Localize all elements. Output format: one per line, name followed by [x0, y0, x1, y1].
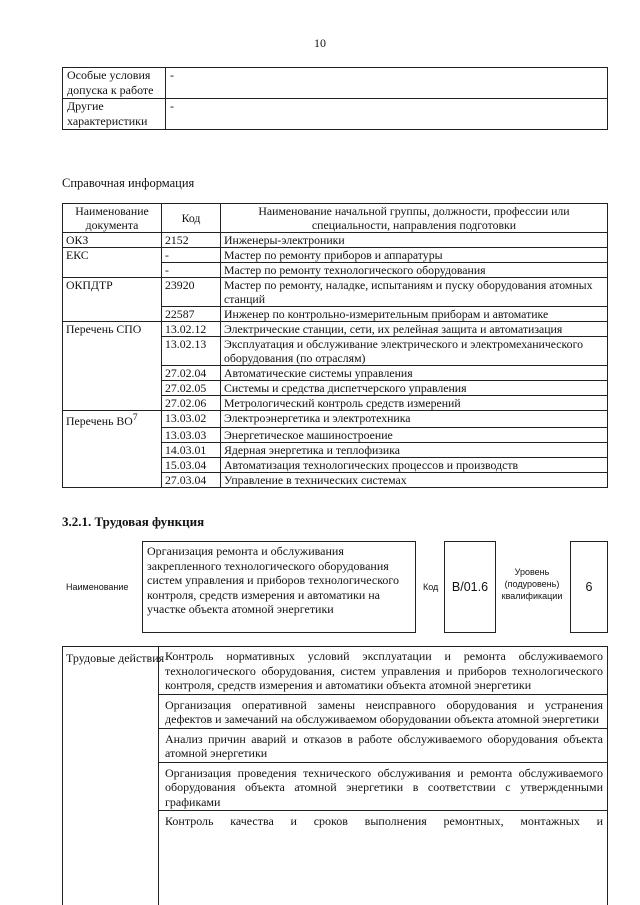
function-code-label: Код: [423, 582, 439, 592]
code-cell: 27.02.04: [162, 366, 221, 381]
code-cell: 27.03.04: [162, 473, 221, 488]
name-cell: Ядерная энергетика и теплофизика: [221, 443, 608, 458]
name-cell: Метрологический контроль средств измерений: [221, 396, 608, 411]
table-row: [63, 458, 608, 473]
code-cell: 23920: [162, 278, 221, 307]
condition-value: -: [166, 68, 608, 99]
name-cell: Инженеры-электроники: [221, 233, 608, 248]
doc-cell: [63, 428, 162, 443]
actions-right-border: [607, 646, 608, 905]
conditions-table: [62, 67, 608, 130]
doc-cell: [63, 337, 162, 366]
doc-cell: Перечень СПО: [63, 322, 162, 337]
name-cell: Системы и средства диспетчерского управления: [221, 381, 608, 396]
function-name-box: Организация ремонта и обслуживания закрепленного технологического оборудования систем управления и приборов технологического контроля, средств измерения и автоматики на участке объекта атомной энергетики: [142, 541, 416, 633]
table-row: [63, 233, 608, 248]
function-code-box: B/01.6: [444, 541, 496, 633]
name-cell: Энергетическое машиностроение: [221, 428, 608, 443]
code-cell: -: [162, 263, 221, 278]
table-row: [63, 366, 608, 381]
name-cell: Автоматические системы управления: [221, 366, 608, 381]
list-item: Организация оперативной замены неисправного оборудования и устранения дефектов и замечаний на обслуживаемом оборудовании объекта атомной энергетики: [159, 695, 607, 729]
condition-label: Особые условия допуска к работе: [63, 68, 166, 99]
actions-left-border: [62, 646, 63, 905]
condition-label: Другие характеристики: [63, 99, 166, 130]
name-cell: Электроэнергетика и электротехника: [221, 411, 608, 428]
doc-label: Перечень ВО: [66, 413, 133, 428]
doc-cell: [63, 307, 162, 322]
code-cell: 2152: [162, 233, 221, 248]
code-cell: 13.02.13: [162, 337, 221, 366]
table-row: [63, 307, 608, 322]
table-row: [63, 337, 608, 366]
code-cell: 22587: [162, 307, 221, 322]
name-cell: Автоматизация технологических процессов и производств: [221, 458, 608, 473]
name-cell: Инженер по контрольно-измерительным приборам и автоматике: [221, 307, 608, 322]
doc-cell: [63, 443, 162, 458]
footnote-ref: 7: [132, 412, 138, 423]
table-row: [63, 99, 608, 130]
table-row: [63, 68, 608, 99]
table-row: [63, 278, 608, 307]
header-code: Код: [162, 204, 221, 233]
code-cell: 27.02.05: [162, 381, 221, 396]
labor-actions-list: [159, 646, 607, 830]
doc-cell: [63, 411, 162, 428]
doc-cell: ОКЗ: [63, 233, 162, 248]
doc-cell: [63, 366, 162, 381]
list-item: Контроль качества и сроков выполнения ремонтных, монтажных и: [165, 814, 603, 828]
table-row: [63, 248, 608, 263]
code-cell: 27.02.06: [162, 396, 221, 411]
name-cell: Управление в технических системах: [221, 473, 608, 488]
name-cell: Мастер по ремонту технологического оборудования: [221, 263, 608, 278]
list-item: Контроль нормативных условий эксплуатации и ремонта обслуживаемого технологического оборудования, систем управления и приборов технологического контроля, средств измерения и автоматики объекта атомной энергетики: [159, 646, 607, 695]
code-cell: 14.03.01: [162, 443, 221, 458]
function-name-label: Наименование: [66, 582, 129, 592]
code-cell: 13.03.02: [162, 411, 221, 428]
list-item: Анализ причин аварий и отказов в работе обслуживаемого оборудования объекта атомной энергетики: [159, 729, 607, 763]
code-cell: 13.02.12: [162, 322, 221, 337]
header-name: Наименование начальной группы, должности, профессии или специальности, направления подготовки: [221, 204, 608, 233]
table-row: [63, 428, 608, 443]
list-item: Организация проведения технического обслуживания и ремонта обслуживаемого оборудования объекта атомной энергетики в соответствии с утвержденными графиками: [159, 763, 607, 812]
name-cell: Эксплуатация и обслуживание электрического и электромеханического оборудования (по отраслям): [221, 337, 608, 366]
table-header-row: [63, 204, 608, 233]
table-row: [63, 473, 608, 488]
doc-cell: [63, 473, 162, 488]
table-row: [63, 443, 608, 458]
code-cell: -: [162, 248, 221, 263]
name-cell: Электрические станции, сети, их релейная защита и автоматизация: [221, 322, 608, 337]
qualification-level-label: Уровень (подуровень) квалификации: [501, 567, 563, 601]
section-title: 3.2.1. Трудовая функция: [62, 514, 205, 529]
table-row: [63, 263, 608, 278]
doc-cell: [63, 396, 162, 411]
condition-value: -: [166, 99, 608, 130]
doc-cell: ОКПДТР: [63, 278, 162, 307]
page-number: 10: [314, 36, 326, 50]
code-cell: 15.03.04: [162, 458, 221, 473]
table-row: [63, 381, 608, 396]
table-row: [63, 322, 608, 337]
reference-heading: Справочная информация: [62, 176, 195, 190]
doc-cell: [63, 263, 162, 278]
reference-table: [62, 203, 608, 488]
labor-actions-label: Трудовые действия: [66, 651, 165, 665]
doc-cell: ЕКС: [63, 248, 162, 263]
code-cell: 13.03.03: [162, 428, 221, 443]
doc-cell: [63, 458, 162, 473]
qualification-level-box: 6: [570, 541, 608, 633]
table-row: [63, 396, 608, 411]
doc-cell: [63, 381, 162, 396]
name-cell: Мастер по ремонту, наладке, испытаниям и пуску оборудования атомных станций: [221, 278, 608, 307]
table-row: [63, 411, 608, 428]
header-doc: Наименование документа: [63, 204, 162, 233]
name-cell: Мастер по ремонту приборов и аппаратуры: [221, 248, 608, 263]
